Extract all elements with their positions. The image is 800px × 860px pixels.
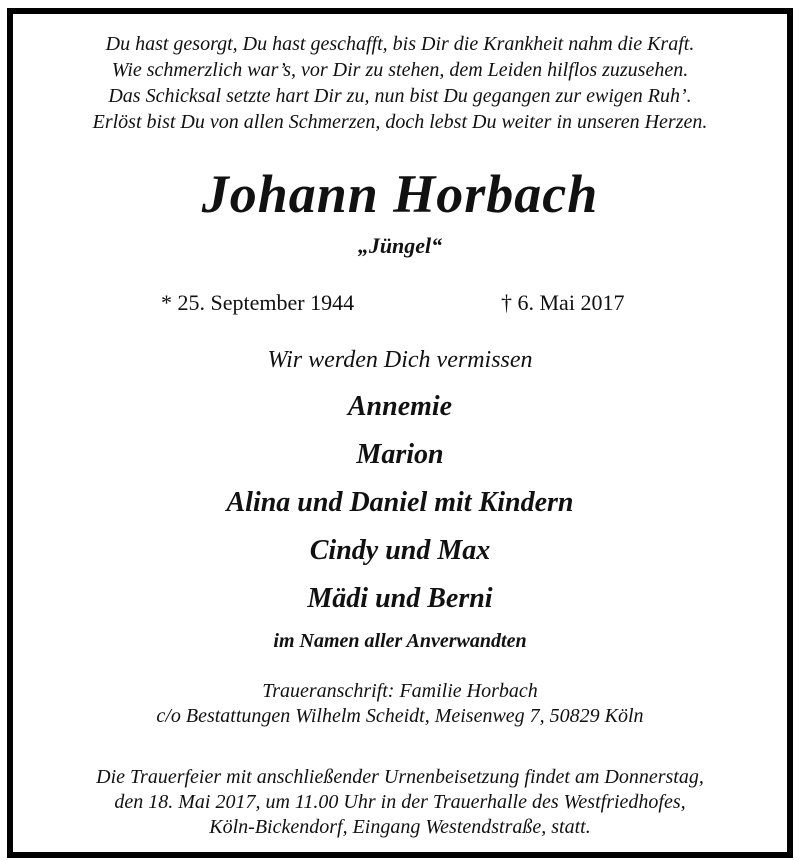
poem-line: Das Schicksal setzte hart Dir zu, nun bist Du gegangen zur ewigen Ruh’.	[108, 85, 692, 107]
service-line: Köln-Bickendorf, Eingang Westendstraße, statt.	[209, 816, 591, 838]
mourner-name: Cindy und Max	[309, 535, 491, 566]
mourner-name: Annemie	[347, 391, 453, 422]
address-line: c/o Bestattungen Wilhelm Scheidt, Meisenweg 7, 50829 Köln	[156, 705, 644, 727]
deceased-nickname: „Jüngel“	[357, 233, 443, 258]
poem-line: Wie schmerzlich war’s, vor Dir zu stehen, dem Leiden hilflos zuzusehen.	[111, 59, 689, 81]
obituary-frame	[7, 8, 793, 858]
address-line: Traueranschrift: Familie Horbach	[262, 680, 538, 702]
farewell-line: Wir werden Dich vermissen	[267, 347, 533, 373]
death-date: † 6. Mai 2017	[501, 290, 625, 315]
on-behalf-line: im Namen aller Anverwandten	[273, 630, 527, 652]
service-line: Die Trauerfeier mit anschließender Urnenbeisetzung findet am Donnerstag,	[96, 766, 704, 788]
mourner-name: Marion	[356, 439, 444, 470]
poem-line: Du hast gesorgt, Du hast geschafft, bis Dir die Krankheit nahm die Kraft.	[105, 33, 695, 55]
birth-date: * 25. September 1944	[161, 290, 355, 315]
mourner-name: Mädi und Berni	[307, 583, 493, 614]
mourner-name: Alina und Daniel mit Kindern	[226, 487, 574, 518]
poem-line: Erlöst bist Du von allen Schmerzen, doch lebst Du weiter in unseren Herzen.	[92, 111, 708, 133]
deceased-name: Johann Horbach	[201, 164, 599, 224]
service-line: den 18. Mai 2017, um 11.00 Uhr in der Trauerhalle des Westfriedhofes,	[114, 791, 686, 813]
